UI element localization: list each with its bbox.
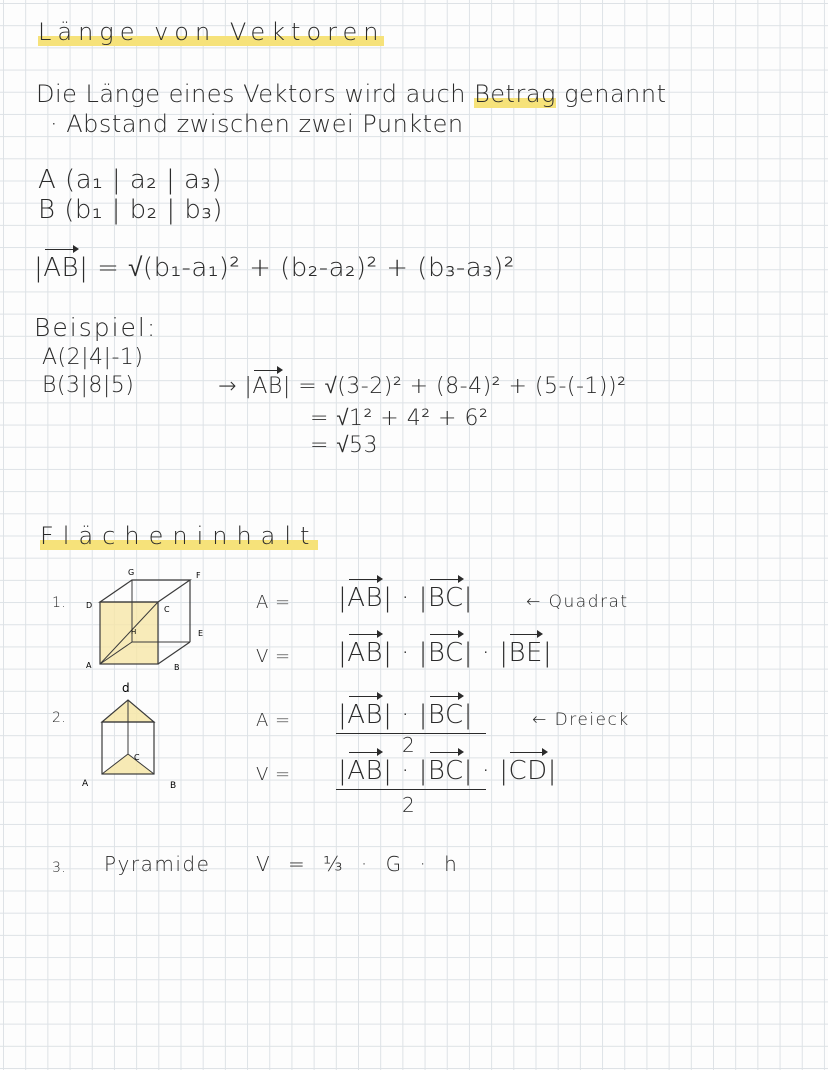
- prism-label-b: B: [170, 781, 177, 791]
- cube-label-c: C: [164, 605, 170, 614]
- intro-text: Die Länge eines Vektors wird auch: [36, 80, 466, 108]
- distance-formula: |AB| = √(b₁-a₁)² + (b₂-a₂)² + (b₃-a₃)²: [34, 253, 515, 283]
- item-2-volume-denominator: 2: [402, 793, 416, 817]
- example-point-a: A(2|4|-1): [42, 345, 144, 370]
- cube-label-g: G: [128, 568, 135, 577]
- cube-label-f: F: [196, 571, 201, 580]
- cube-label-a: A: [86, 661, 92, 670]
- prism-label-d: d: [122, 681, 130, 695]
- vector-bc-2: BC: [427, 638, 464, 668]
- point-b: B (b₁ | b₂ | b₃): [38, 195, 223, 225]
- area-heading: [40, 522, 318, 550]
- point-a: A (a₁ | a₂ | a₃): [38, 165, 222, 195]
- item-2-area-note: ← Dreieck: [532, 710, 630, 730]
- vector-cd: CD: [508, 756, 548, 786]
- vector-bc-3: BC: [427, 700, 464, 730]
- intro-suffix: genannt: [564, 80, 667, 108]
- intro-line-1: [36, 80, 667, 108]
- vector-bc-1: BC: [427, 583, 464, 613]
- item-3-name: Pyramide: [104, 852, 211, 876]
- example-step-2: = √1² + 4² + 6²: [310, 406, 489, 431]
- item-1-area-formula: |AB| · |BC|: [338, 583, 473, 613]
- vector-bc-4: BC: [427, 756, 464, 786]
- page-title: [38, 18, 384, 46]
- example-point-b: B(3|8|5): [42, 373, 135, 398]
- vector-ab-3: AB: [347, 700, 384, 730]
- distance-formula-rhs: = √(b₁-a₁)² + (b₂-a₂)² + (b₃-a₃)²: [97, 253, 515, 283]
- item-2-area-formula: |AB| · |BC|: [338, 700, 473, 730]
- item-2-volume-fraction-bar: [336, 789, 486, 790]
- item-1-volume-label: V =: [256, 646, 291, 667]
- vector-ab-2: AB: [347, 638, 384, 668]
- cube-label-h: H: [131, 628, 137, 636]
- item-2-volume-label: V =: [256, 764, 291, 785]
- cube-label-e: E: [198, 629, 204, 638]
- item-3-formula: V = ⅓ · G · h: [256, 852, 459, 876]
- area-heading-text: Flächeninhalt: [40, 522, 319, 550]
- cube-label-d: D: [86, 601, 93, 610]
- prism-label-c: C: [134, 753, 140, 762]
- item-1-area-label: A =: [256, 592, 291, 613]
- vector-ab-example: AB: [252, 374, 283, 399]
- prism-diagram: [80, 678, 190, 794]
- vector-ab: AB: [43, 253, 80, 283]
- example-step-3: = √53: [310, 433, 378, 458]
- vector-ab-1: AB: [347, 583, 384, 613]
- cube-diagram: [84, 568, 214, 680]
- prism-label-a: A: [82, 779, 89, 789]
- vector-ab-4: AB: [347, 756, 384, 786]
- page-title-text: Länge von Vektoren: [38, 18, 385, 46]
- example-title: Beispiel:: [34, 313, 158, 342]
- item-2-volume-formula: |AB| · |BC| · |CD|: [338, 756, 557, 786]
- item-1-volume-formula: |AB| · |BC| · |BE|: [338, 638, 553, 668]
- item-1-number: 1.: [52, 595, 67, 611]
- item-2-number: 2.: [52, 710, 67, 726]
- item-1-area-note: ← Quadrat: [526, 592, 629, 612]
- intro-highlight: Betrag: [474, 80, 556, 108]
- vector-be: BE: [508, 638, 543, 668]
- item-3-number: 3.: [52, 860, 67, 876]
- item-2-area-denominator: 2: [402, 733, 416, 757]
- item-2-area-label: A =: [256, 710, 291, 731]
- intro-line-2: · Abstand zwischen zwei Punkten: [50, 110, 464, 138]
- example-calculation: → |AB| = √(3-2)² + (8-4)² + (5-(-1))²: [218, 374, 627, 399]
- cube-label-b: B: [174, 663, 180, 672]
- example-step-1: = √(3-2)² + (8-4)² + (5-(-1))²: [298, 374, 627, 399]
